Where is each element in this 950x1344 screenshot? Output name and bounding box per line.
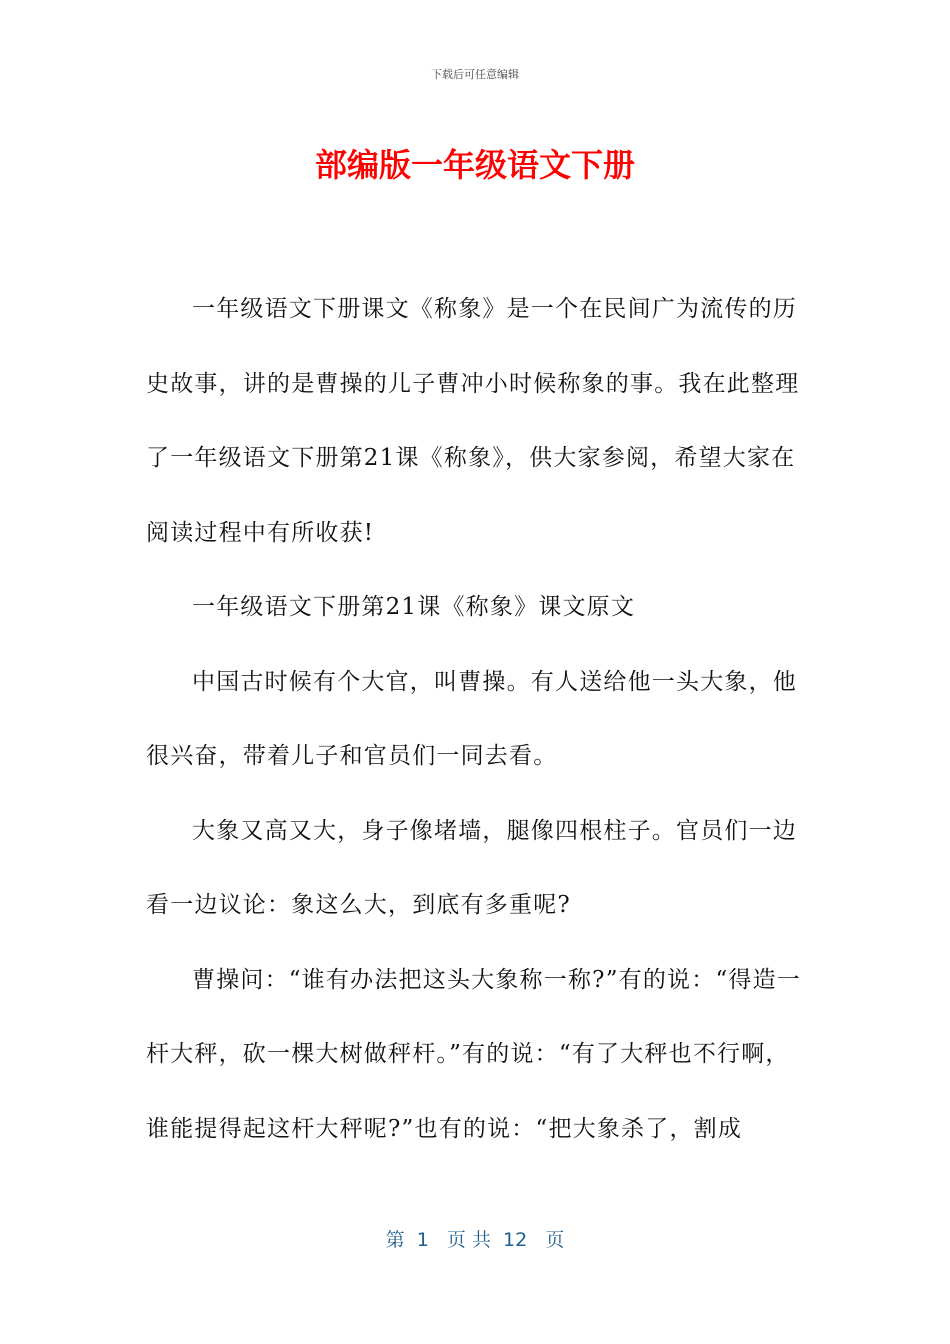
document-body xyxy=(146,272,806,1166)
paragraph: 大象又高又大，身子像堵墙，腿像四根柱子。官员们一边看一边议论：象这么大，到底有多重呢? xyxy=(146,817,797,918)
page-number-footer: 第 1 页 共 12 页 xyxy=(385,1229,565,1251)
paragraph-intro: 一年级语文下册课文《称象》是一个在民间广为流传的历史故事，讲的是曹操的儿子曹冲小时候称象的事。我在此整理了一年级语文下册第21课《称象》，供大家参阅，希望大家在阅读过程中有所收获! xyxy=(146,296,800,546)
paragraph-section-heading: 一年级语文下册第21课《称象》课文原文 xyxy=(192,594,636,620)
document-title: 部编版一年级语文下册 xyxy=(314,146,635,184)
paragraph: 曹操问：“谁有办法把这头大象称一称?”有的说：“得造一杆大秤，砍一棵大树做秤杆。”有的说：“有了大秤也不行啊，谁能提得起这杆大秤呢?”也有的说：“把大象杀了，割成 xyxy=(146,966,802,1142)
paragraph: 中国古时候有个大官，叫曹操。有人送给他一头大象，他很兴奋，带着儿子和官员们一同去看。 xyxy=(146,668,797,769)
header-note: 下载后可任意编辑 xyxy=(431,68,519,81)
